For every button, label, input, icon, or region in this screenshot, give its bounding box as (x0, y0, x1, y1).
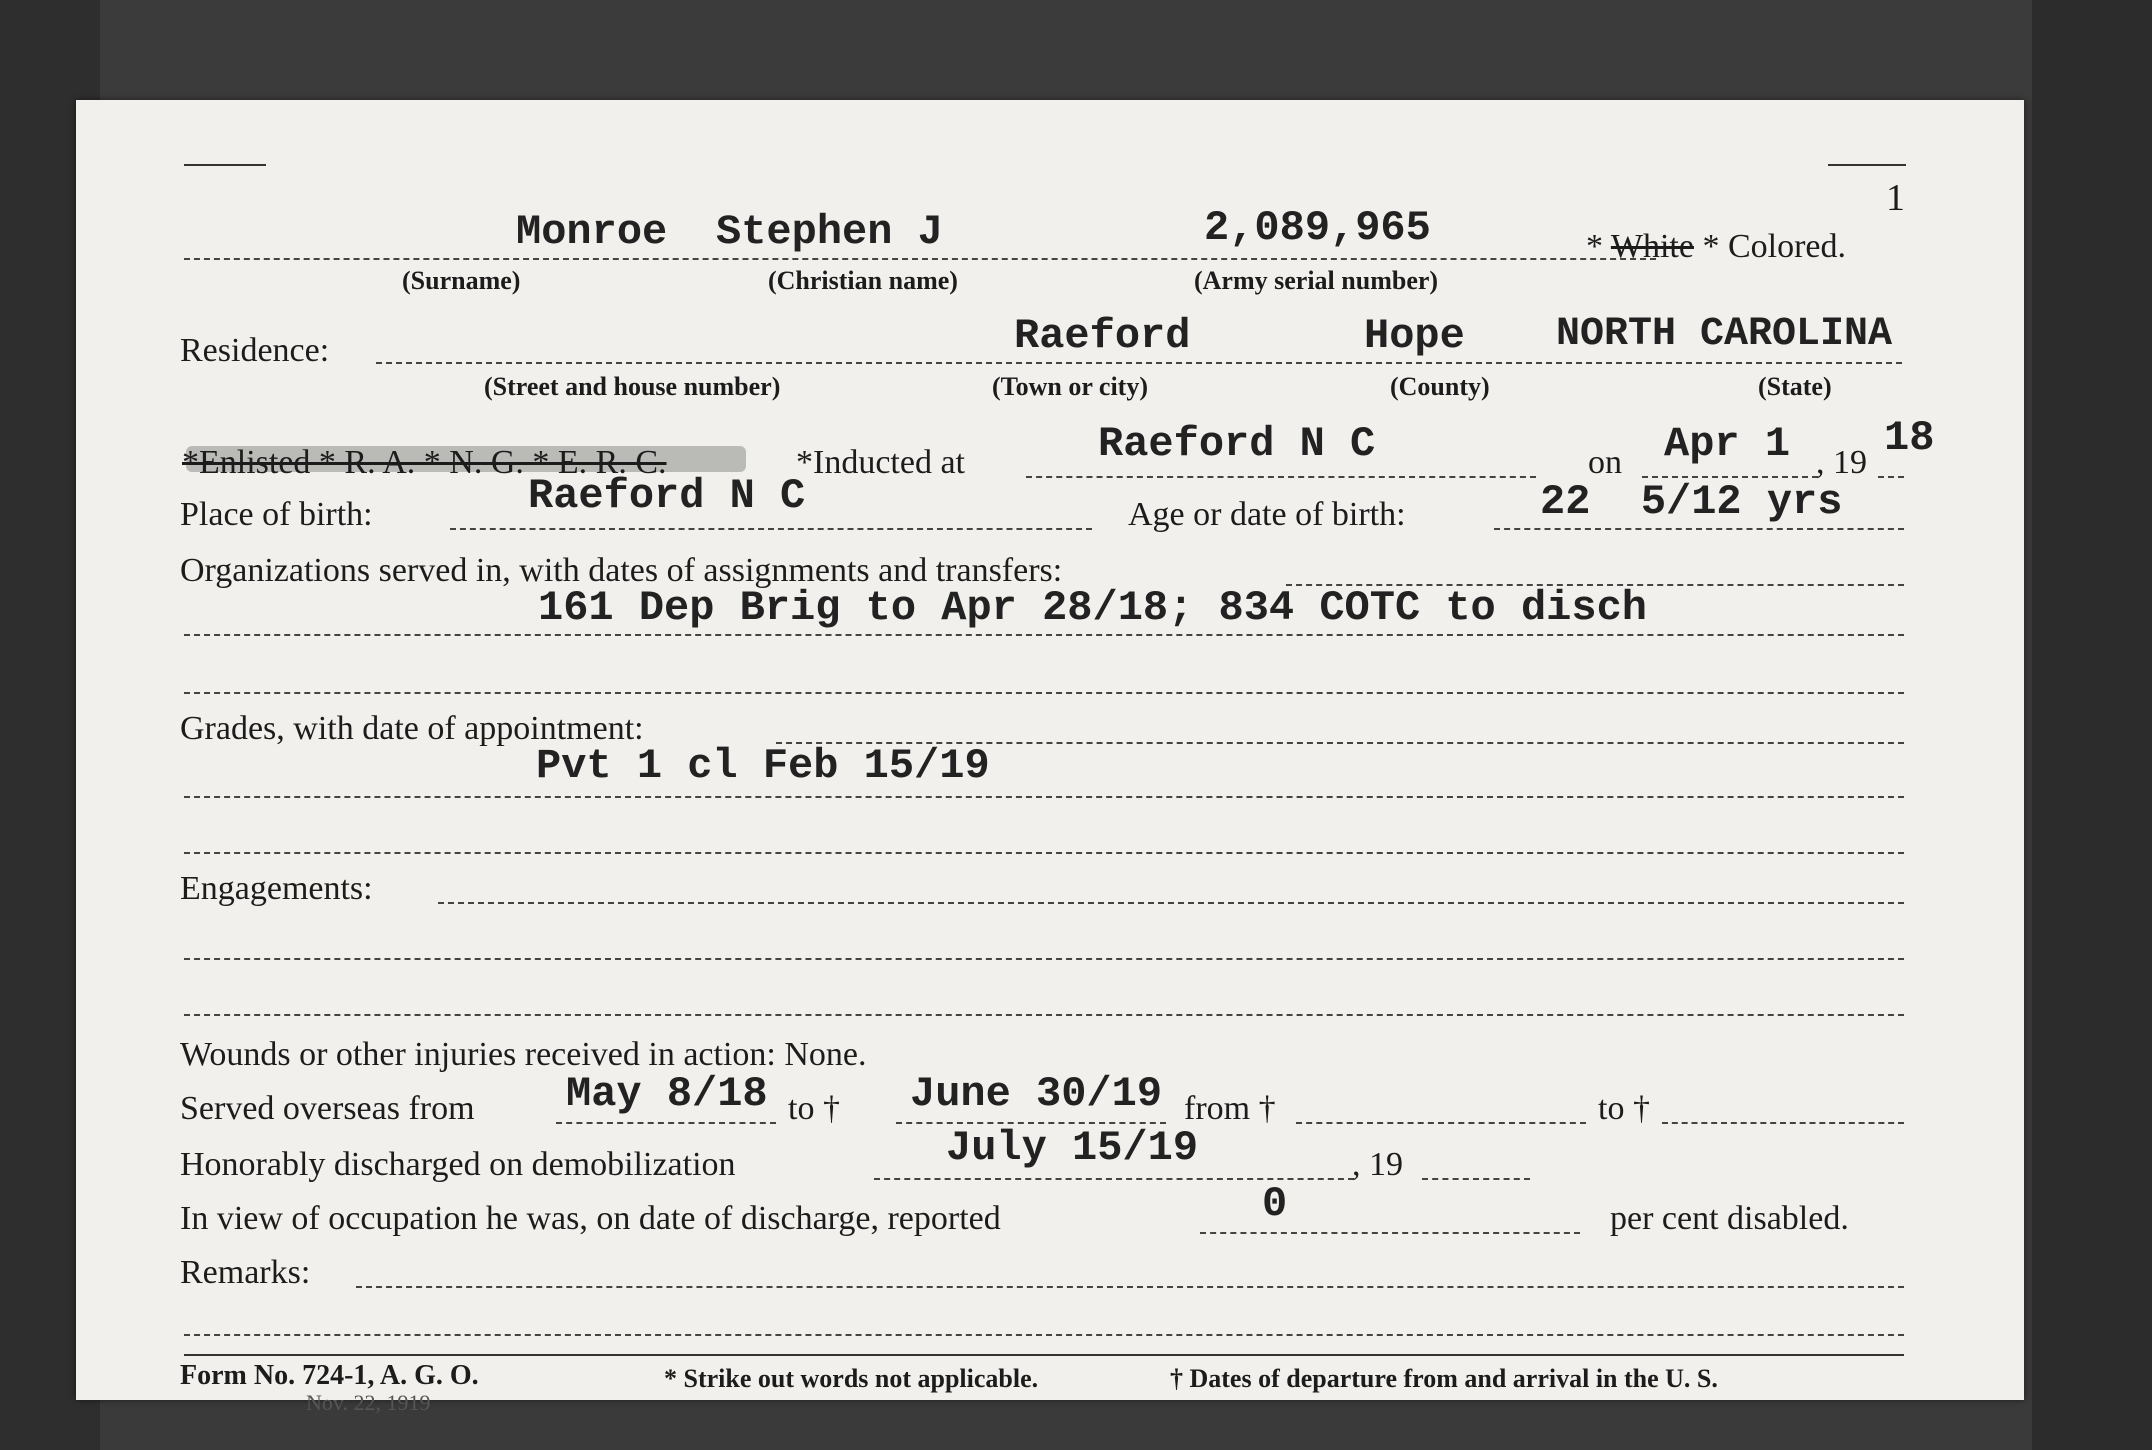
overseas-label: Served overseas from (180, 1090, 475, 1127)
top-right-rule (1828, 164, 1906, 166)
overseas-from-value: May 8/18 (566, 1070, 768, 1118)
race-asterisk: * (1586, 228, 1603, 265)
organizations-line-2 (184, 692, 1904, 694)
caption-state: (State) (1758, 372, 1832, 401)
serial-number-value: 2,089,965 (1204, 204, 1431, 252)
surname-value: Monroe (516, 208, 668, 256)
remarks-line-0 (356, 1286, 1904, 1288)
inducted-year-line (1878, 476, 1904, 478)
overseas-to-label: to † (788, 1090, 840, 1127)
disabled-suffix: per cent disabled. (1610, 1200, 1849, 1237)
overseas-from-line (556, 1122, 776, 1124)
residence-label: Residence: (180, 332, 330, 369)
overseas-from-line-2 (1296, 1122, 1586, 1124)
top-left-rule (184, 164, 266, 166)
wounds-label: Wounds or other injuries received in action: None. (180, 1036, 867, 1073)
discharged-label: Honorably discharged on demobilization (180, 1146, 736, 1183)
grades-line-1 (184, 796, 1904, 798)
on-label: on (1588, 444, 1622, 481)
discharge-year-prefix: , 19 (1352, 1146, 1403, 1183)
inducted-place-line (1026, 476, 1536, 478)
service-record-card (76, 100, 2024, 1415)
age-line (1494, 528, 1904, 530)
organizations-label: Organizations served in, with dates of assignments and transfers: (180, 552, 1063, 589)
inducted-label: *Inducted at (796, 444, 965, 481)
birth-place-label: Place of birth: (180, 496, 373, 533)
residence-town-value: Raeford (1014, 312, 1191, 360)
caption-christian-name: (Christian name) (768, 266, 958, 295)
remarks-label: Remarks: (180, 1254, 311, 1291)
inducted-place-value: Raeford N C (1098, 420, 1376, 468)
age-value: 22 5/12 yrs (1540, 478, 1843, 526)
caption-surname: (Surname) (402, 266, 521, 295)
overseas-to-line-2 (1662, 1122, 1904, 1124)
residence-line (376, 362, 1902, 364)
residence-county-value: Hope (1364, 312, 1465, 360)
year-prefix: , 19 (1816, 444, 1867, 481)
caption-town: (Town or city) (992, 372, 1148, 401)
birth-place-line (450, 528, 1092, 530)
inducted-year-value: 18 (1884, 414, 1935, 462)
remarks-line-1 (184, 1334, 1904, 1336)
overseas-to-value: June 30/19 (910, 1070, 1163, 1118)
engagements-line-2 (184, 1014, 1904, 1016)
race-field (1586, 228, 1846, 266)
race-colored: * Colored. (1702, 228, 1847, 265)
engagements-line-1 (184, 958, 1904, 960)
discharge-date-value: July 15/19 (946, 1124, 1199, 1172)
overseas-from-label-2: from † (1184, 1090, 1276, 1127)
discharge-year-line (1422, 1178, 1530, 1180)
footer-rule (184, 1354, 1904, 1356)
residence-state-value: NORTH CAROLINA (1556, 312, 1893, 357)
disabled-value: 0 (1262, 1180, 1288, 1228)
birth-place-value: Raeford N C (528, 472, 806, 520)
form-number: Form No. 724-1, A. G. O. (180, 1360, 479, 1391)
grades-line-2 (184, 852, 1904, 854)
occupation-label: In view of occupation he was, on date of discharge, reported (180, 1200, 1001, 1237)
engagements-line-0 (438, 902, 1904, 904)
caption-serial: (Army serial number) (1194, 266, 1439, 295)
enlisted-options: *Enlisted * R. A. * N. G. * E. R. C. (182, 444, 667, 481)
caption-street: (Street and house number) (484, 372, 781, 401)
card-number: 1 (1886, 177, 1905, 219)
age-label: Age or date of birth: (1128, 496, 1406, 533)
footnote-dates: † Dates of departure from and arrival in the U. S. (1170, 1364, 1718, 1393)
organizations-line-1 (184, 634, 1904, 636)
form-date: Nov. 22, 1919 (306, 1390, 431, 1415)
inducted-date-value: Apr 1 (1664, 420, 1791, 468)
engagements-label: Engagements: (180, 870, 373, 907)
grades-label: Grades, with date of appointment: (180, 710, 644, 747)
overseas-to-label-2: to † (1598, 1090, 1650, 1127)
caption-county: (County) (1390, 372, 1490, 401)
scan-background-top (0, 0, 2152, 100)
organizations-value: 161 Dep Brig to Apr 28/18; 834 COTC to disch (538, 584, 1647, 632)
scan-background-right (2032, 0, 2152, 1450)
disabled-line (1200, 1232, 1580, 1234)
race-white-struck: White (1610, 228, 1694, 265)
footnote-strike: * Strike out words not applicable. (664, 1364, 1039, 1393)
christian-name-value: Stephen J (716, 208, 943, 256)
name-line (184, 258, 1656, 260)
grades-value: Pvt 1 cl Feb 15/19 (536, 742, 990, 790)
